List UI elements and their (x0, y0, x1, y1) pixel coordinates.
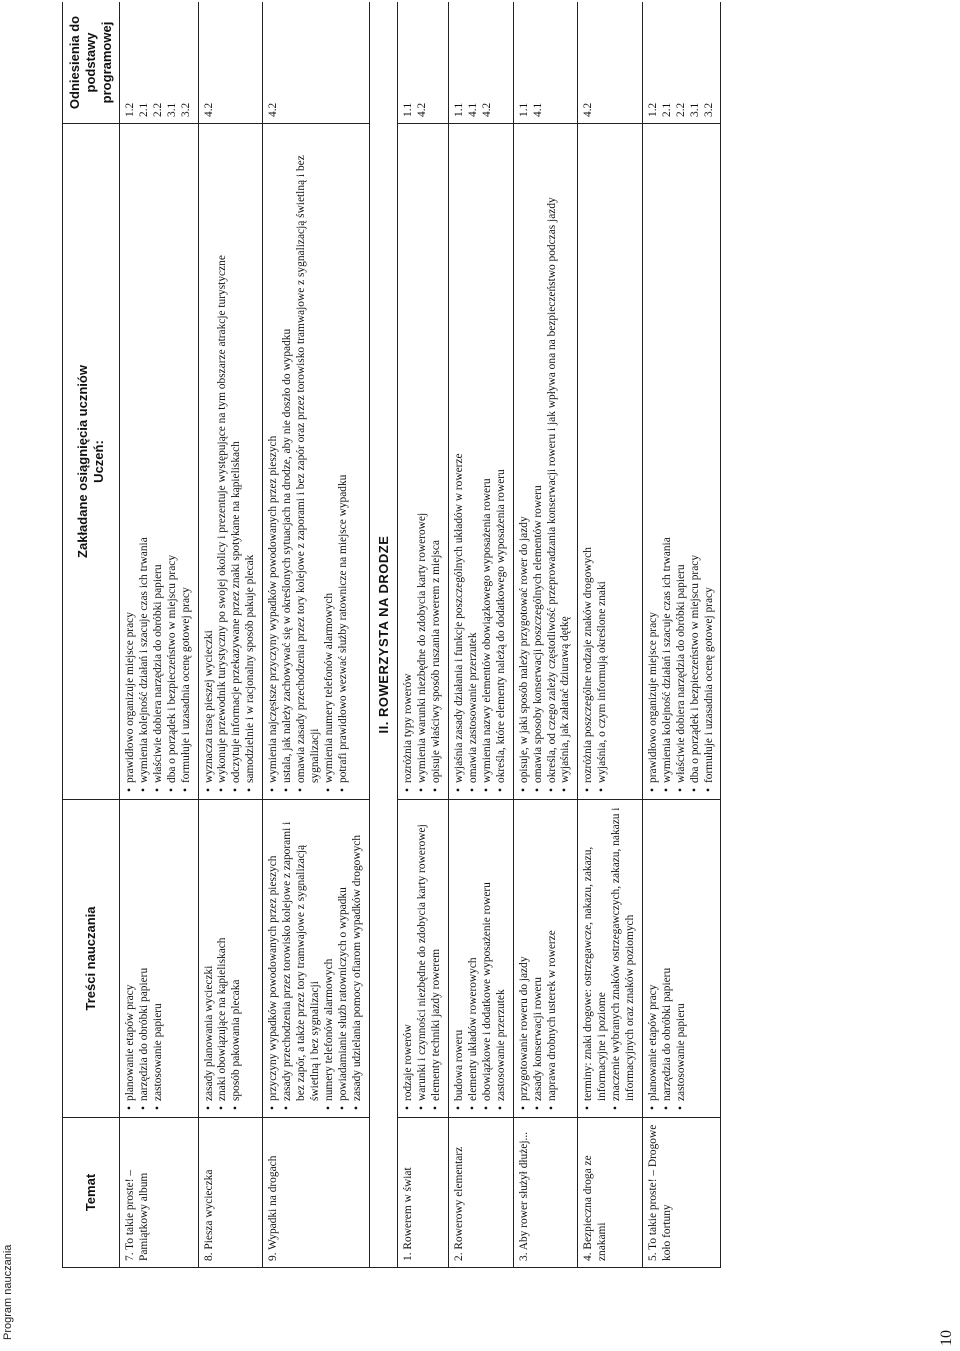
ref-code: 4.2 (202, 102, 215, 117)
list-item: • określa, od czego zależy częstotliwość przeprowadzania konserwacji roweru i jak wpływa ona na bezpieczeństwo podczas jazdy (546, 130, 560, 783)
list-item: • wykonuje przewodnik turystyczny po swojej okolicy i prezentuje występujące na tym obszarze atrakcje turystyczne (216, 130, 230, 783)
table-row (398, 2, 449, 1268)
section-divider (369, 2, 398, 1268)
list-item: • narzędzia do obróbki papieru (138, 806, 152, 1101)
table-row (513, 2, 578, 1268)
outcomes-list (203, 130, 259, 793)
content-cell (263, 800, 369, 1118)
running-header (2, 1140, 24, 1340)
list-item: • opisuje właściwy sposób ruszania rowerem z miejsca (430, 130, 444, 783)
outcomes-cell (120, 124, 199, 800)
list-item: • formułuje i uzasadnia ocenę gotowej pracy (703, 130, 717, 783)
ref-code: 1.1 (402, 102, 415, 117)
list-item: • formułuje i uzasadnia ocenę gotowej pracy (180, 130, 194, 783)
list-item: • wymienia nazwy elementów obowiązkowego wyposażenia roweru (481, 130, 495, 783)
list-item: • zasady planowania wycieczki (203, 806, 217, 1101)
list-item: • naprawa drobnych usterek w rowerze (546, 806, 560, 1101)
list-item: • wymienia najczęstsze przyczyny wypadków powodowanych przez pieszych (267, 130, 281, 783)
outcomes-list (124, 130, 194, 793)
list-item: • sposób pakowania plecaka (230, 806, 244, 1101)
list-item: • opisuje, w jaki sposób należy przygotować rower do jazdy (518, 130, 532, 783)
header-refs: Odniesienia do podstawy programowej (63, 2, 120, 124)
outcomes-cell (263, 124, 369, 800)
list-item: • prawidłowo organizuje miejsce pracy (647, 130, 661, 783)
list-item: • wyjaśnia, o czym informują określone znaki (596, 130, 610, 783)
table-row (449, 2, 514, 1268)
table-body-1 (120, 2, 370, 1268)
list-item: • warunki i czynności niezbędne do zdobycia karty rowerowej (416, 806, 430, 1101)
header-content: Treści nauczania (63, 800, 120, 1118)
list-item: • omawia sposoby konserwacji poszczególnych elementów roweru (532, 130, 546, 783)
content-cell (513, 800, 578, 1118)
outcomes-list (647, 130, 717, 793)
outcomes-list (582, 130, 610, 793)
ref-code: 3.2 (179, 102, 192, 117)
outcomes-list (402, 130, 444, 793)
outcomes-list (453, 130, 509, 793)
refs-cell (449, 2, 514, 124)
header-outcomes: Zakładane osiągnięcia uczniów Uczeń: (63, 124, 120, 800)
list-item: • dba o porządek i bezpieczeństwo w miejscu pracy (689, 130, 703, 783)
content-list (518, 806, 560, 1111)
outcomes-cell (642, 124, 721, 800)
ref-code: 1.2 (646, 102, 659, 117)
content-cell (198, 800, 263, 1118)
list-item: • zasady konserwacji roweru (532, 806, 546, 1101)
list-item: • znaki obowiązujące na kąpieliskach (216, 806, 230, 1101)
ref-code: 2.1 (660, 102, 673, 117)
ref-code: 4.1 (531, 102, 544, 117)
content-cell (120, 800, 199, 1118)
list-item: • wyjaśnia zasady działania i funkcje poszczególnych układów w rowerze (453, 130, 467, 783)
list-item: • znaczenie wybranych znaków ostrzegawczych, zakazu, nakazu i informacyjnych oraz znaków poziomych (610, 806, 638, 1101)
running-header-text: Program nauczania (2, 1244, 14, 1340)
list-item: • właściwie dobiera narzędzia do obróbki papieru (675, 130, 689, 783)
refs-cell (578, 2, 643, 124)
outcomes-cell (398, 124, 449, 800)
list-item: • wymienia numery telefonów alarmowych (323, 130, 337, 783)
list-item: • zastosowanie papieru (152, 806, 166, 1101)
list-item: • wymienia warunki niezbędne do zdobycia karty rowerowej (416, 130, 430, 783)
list-item: • zastosowanie papieru (675, 806, 689, 1101)
page-number-text: 10 (938, 1330, 955, 1346)
refs-cell (642, 2, 721, 124)
page-number (938, 1320, 958, 1350)
list-item: • zasady udzielania pomocy ofiarom wypadków drogowych (351, 806, 365, 1101)
header-topic: Temat (63, 1118, 120, 1268)
list-item: • właściwie dobiera narzędzia do obróbki papieru (152, 130, 166, 783)
list-item: • rozróżnia poszczególne rodzaje znaków drogowych (582, 130, 596, 783)
content-cell (449, 800, 514, 1118)
ref-code: 1.1 (517, 102, 530, 117)
section-title: II. ROWERZYSTA NA DRODZE (369, 2, 398, 1268)
list-item: • powiadamianie służb ratowniczych o wypadku (337, 806, 351, 1101)
table-row (120, 2, 199, 1268)
content-list (453, 806, 509, 1111)
list-item: • samodzielnie i w racjonalny sposób pakuje plecak (244, 130, 258, 783)
topic-cell: 1. Rowerem w świat (398, 1118, 449, 1268)
content-list (203, 806, 245, 1111)
topic-cell: 3. Aby rower służył dłużej... (513, 1118, 578, 1268)
list-item: • rozróżnia typy rowerów (402, 130, 416, 783)
rotated-table-area (62, 2, 880, 1268)
list-item: • planowanie etapów pracy (647, 806, 661, 1101)
list-item: • przygotowanie roweru do jazdy (518, 806, 532, 1101)
list-item: • zastosowanie przerzutek (495, 806, 509, 1101)
refs-cell (120, 2, 199, 124)
list-item: • obowiązkowe i dodatkowe wyposażenie roweru (481, 806, 495, 1101)
topic-cell: 7. To takie proste! – Pamiątkowy album (120, 1118, 199, 1268)
list-item: • omawia zasady przechodzenia przez tory kolejowe z zaporami i bez zapór oraz przez torowisko tramwajowe z sygnalizacją świetlną i bez sygnalizacji (295, 130, 323, 783)
topic-cell: 5. To takie proste! – Drogowe koło fortuny (642, 1118, 721, 1268)
outcomes-cell (449, 124, 514, 800)
list-item: • numery telefonów alarmowych (323, 806, 337, 1101)
list-item: • dba o porządek i bezpieczeństwo w miejscu pracy (166, 130, 180, 783)
refs-cell (198, 2, 263, 124)
ref-code: 2.1 (137, 102, 150, 117)
list-item: • potrafi prawidłowo wezwać służby ratownicze na miejsce wypadku (337, 130, 351, 783)
list-item: • wymienia kolejność działań i szacuje czas ich trwania (138, 130, 152, 783)
refs-cell (398, 2, 449, 124)
list-item: • prawidłowo organizuje miejsce pracy (124, 130, 138, 783)
topic-cell: 4. Bezpieczna droga ze znakami (578, 1118, 643, 1268)
ref-code: 4.2 (480, 102, 493, 117)
list-item: • odczytuje informacje przekazywane przez znaki spotykane na kąpieliskach (230, 130, 244, 783)
content-cell (642, 800, 721, 1118)
list-item: • narzędzia do obróbki papieru (661, 806, 675, 1101)
list-item: • elementy techniki jazdy rowerem (430, 806, 444, 1101)
header-row (63, 2, 120, 1268)
content-list (647, 806, 689, 1111)
list-item: • wymienia kolejność działań i szacuje czas ich trwania (661, 130, 675, 783)
list-item: • ustala, jak należy zachowywać się w określonych sytuacjach na drodze, aby nie doszło do wypadku (281, 130, 295, 783)
list-item: • omawia zastosowanie przerzutek (467, 130, 481, 783)
ref-code: 1.2 (124, 102, 136, 117)
list-item: • przyczyny wypadków powodowanych przez pieszych (267, 806, 281, 1101)
list-item: • planowanie etapów pracy (124, 806, 138, 1101)
content-list (582, 806, 638, 1111)
refs-cell (263, 2, 369, 124)
table-row (578, 2, 643, 1268)
ref-code: 3.2 (702, 102, 715, 117)
table-row (263, 2, 369, 1268)
outcomes-cell (513, 124, 578, 800)
ref-code: 4.1 (466, 102, 479, 117)
content-cell (398, 800, 449, 1118)
ref-code: 4.2 (416, 102, 429, 117)
content-cell (578, 800, 643, 1118)
outcomes-list (267, 130, 350, 793)
ref-code: 1.1 (453, 102, 466, 117)
content-list (402, 806, 444, 1111)
table-body-2 (398, 2, 721, 1268)
outcomes-cell (198, 124, 263, 800)
list-item: • określa, które elementy należą do dodatkowego wyposażenia roweru (495, 130, 509, 783)
topic-cell: 8. Piesza wycieczka (198, 1118, 263, 1268)
table-row (642, 2, 721, 1268)
list-item: • wyjaśnia, jak załatać dziurawą dętkę (559, 130, 573, 783)
ref-code: 4.2 (267, 102, 280, 117)
list-item: • zasady przechodzenia przez torowisko kolejowe z zaporami i bez zapór, a także przez tory tramwajowe z sygnalizacją świetlną i bez sygnalizacji (281, 806, 323, 1101)
ref-code: 3.1 (688, 102, 701, 117)
outcomes-cell (578, 124, 643, 800)
list-item: • wyznacza trasę pieszej wycieczki (203, 130, 217, 783)
list-item: • terminy: znaki drogowe: ostrzegawcze, nakazu, zakazu, informacyjne i poziome (582, 806, 610, 1101)
table-row (198, 2, 263, 1268)
list-item: • rodzaje rowerów (402, 806, 416, 1101)
ref-code: 2.2 (674, 102, 687, 117)
ref-code: 3.1 (165, 102, 178, 117)
list-item: • elementy układów rowerowych (467, 806, 481, 1101)
content-list (124, 806, 166, 1111)
ref-code: 2.2 (151, 102, 164, 117)
content-list (267, 806, 364, 1111)
topic-cell: 9. Wypadki na drogach (263, 1118, 369, 1268)
outcomes-list (518, 130, 574, 793)
refs-cell (513, 2, 578, 124)
curriculum-table (62, 2, 721, 1268)
ref-code: 4.2 (582, 102, 595, 117)
topic-cell: 2. Rowerowy elementarz (449, 1118, 514, 1268)
list-item: • budowa roweru (453, 806, 467, 1101)
